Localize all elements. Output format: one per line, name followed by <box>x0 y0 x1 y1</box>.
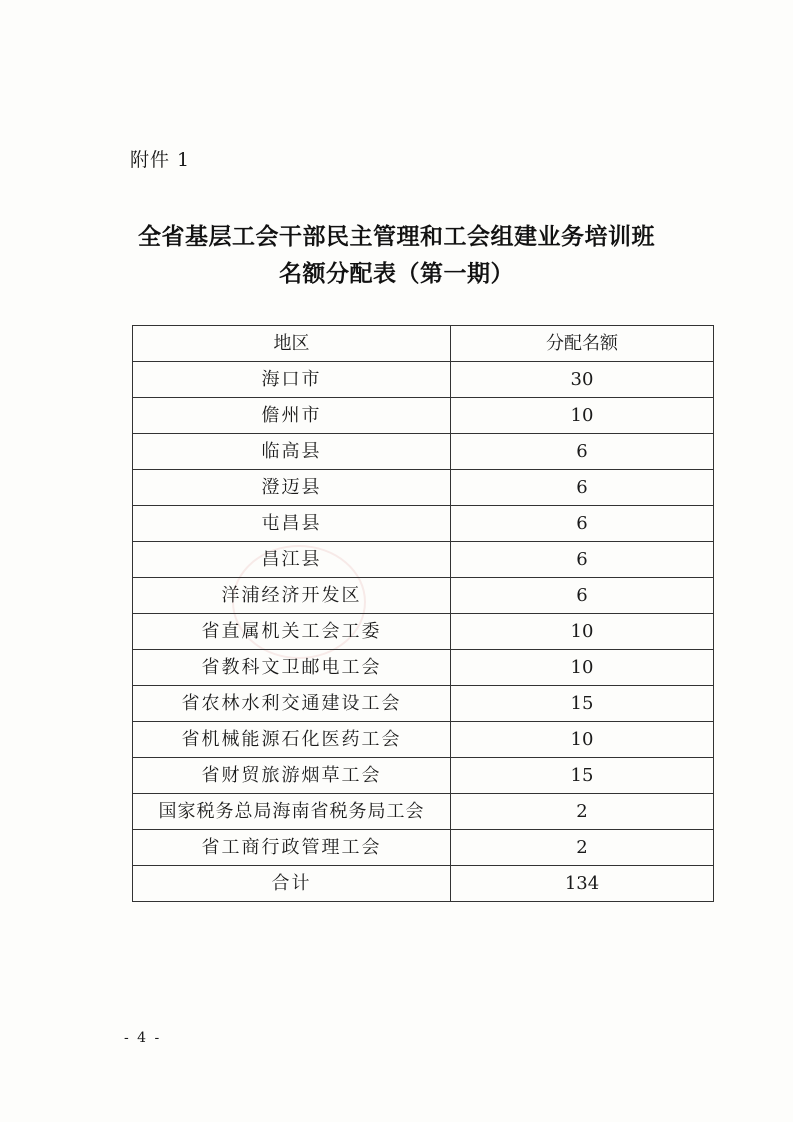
quota-cell: 10 <box>451 614 714 650</box>
page-number: - 4 - <box>124 1030 162 1046</box>
table-row <box>133 434 714 470</box>
region-cell: 国家税务总局海南省税务局工会 <box>133 794 451 830</box>
table-row <box>133 578 714 614</box>
total-label-cell: 合计 <box>133 866 451 902</box>
quota-cell: 15 <box>451 758 714 794</box>
quota-cell: 15 <box>451 686 714 722</box>
document-subtitle: 名额分配表（第一期） <box>279 261 514 287</box>
region-cell: 临高县 <box>133 434 451 470</box>
attachment-label: 附件 1 <box>130 149 191 171</box>
table-total-row <box>133 866 714 902</box>
region-cell: 省机械能源石化医药工会 <box>133 722 451 758</box>
total-quota-cell: 134 <box>451 866 714 902</box>
region-cell: 屯昌县 <box>133 506 451 542</box>
quota-cell: 30 <box>451 362 714 398</box>
quota-cell: 6 <box>451 542 714 578</box>
table-row <box>133 830 714 866</box>
region-cell: 儋州市 <box>133 398 451 434</box>
quota-cell: 2 <box>451 830 714 866</box>
region-cell: 省教科文卫邮电工会 <box>133 650 451 686</box>
region-cell: 洋浦经济开发区 <box>133 578 451 614</box>
table-row <box>133 506 714 542</box>
quota-cell: 2 <box>451 794 714 830</box>
quota-cell: 6 <box>451 434 714 470</box>
region-cell: 海口市 <box>133 362 451 398</box>
table-row <box>133 722 714 758</box>
table-row <box>133 542 714 578</box>
document-title: 全省基层工会干部民主管理和工会组建业务培训班 <box>138 224 655 250</box>
quota-cell: 10 <box>451 650 714 686</box>
table-row <box>133 470 714 506</box>
region-cell: 省直属机关工会工委 <box>133 614 451 650</box>
region-cell: 昌江县 <box>133 542 451 578</box>
table-row <box>133 614 714 650</box>
table-row <box>133 398 714 434</box>
quota-allocation-table <box>132 325 714 902</box>
quota-cell: 10 <box>451 722 714 758</box>
table-row <box>133 758 714 794</box>
column-header-quota: 分配名额 <box>451 326 714 362</box>
quota-cell: 6 <box>451 506 714 542</box>
quota-cell: 10 <box>451 398 714 434</box>
table-row <box>133 794 714 830</box>
table-row <box>133 362 714 398</box>
table-row <box>133 686 714 722</box>
region-cell: 澄迈县 <box>133 470 451 506</box>
table-header-row <box>133 326 714 362</box>
table-row <box>133 650 714 686</box>
quota-cell: 6 <box>451 470 714 506</box>
region-cell: 省工商行政管理工会 <box>133 830 451 866</box>
region-cell: 省财贸旅游烟草工会 <box>133 758 451 794</box>
quota-cell: 6 <box>451 578 714 614</box>
region-cell: 省农林水利交通建设工会 <box>133 686 451 722</box>
column-header-region: 地区 <box>133 326 451 362</box>
